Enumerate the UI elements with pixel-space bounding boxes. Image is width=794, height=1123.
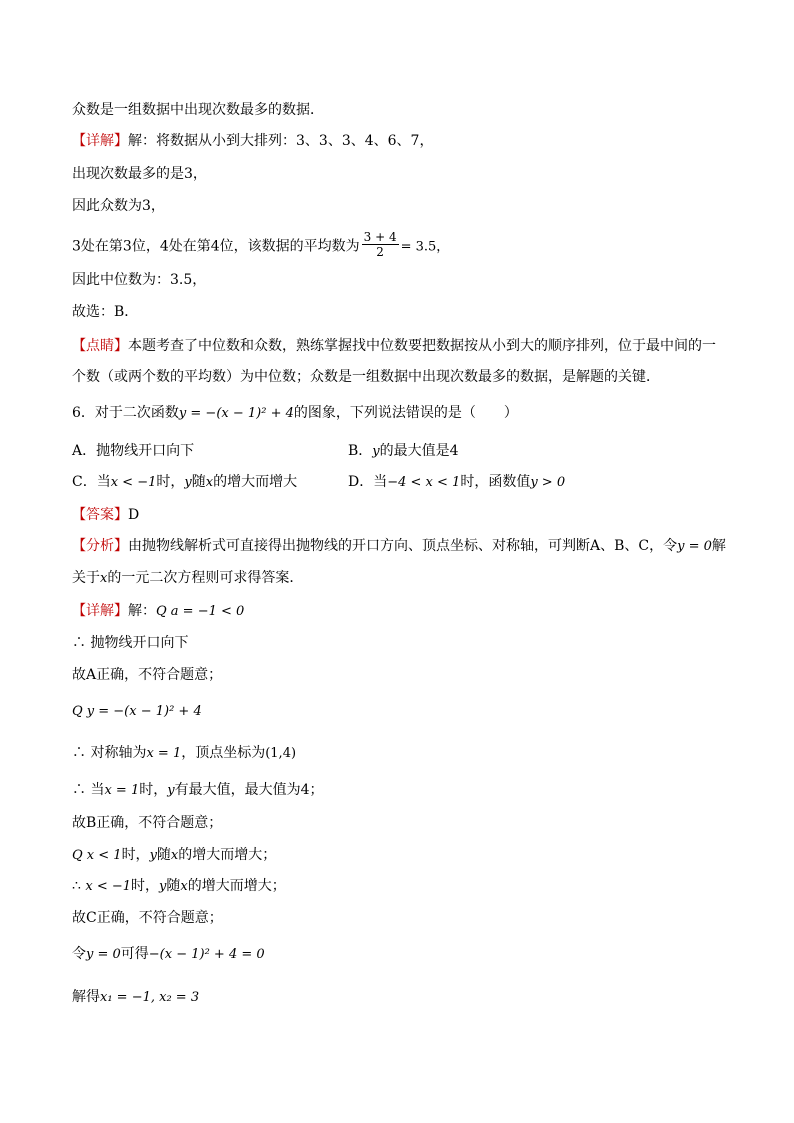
- text-line: 令y = 0可得−(x − 1)² + 4 = 0: [72, 946, 265, 962]
- text-line: 关于x的一元二次方程则可求得答案．: [72, 570, 304, 586]
- tag-label: 【详解】: [72, 133, 128, 149]
- text-line: ∴ 对称轴为x = 1，顶点坐标为(1,4): [72, 745, 297, 761]
- text-line: 3处在第3位，4处在第4位，该数据的平均数为 $\frac{3 + 4}{2}$ = 3.5，: [72, 230, 450, 259]
- fraction: $\frac{3 + 4}{2}$: [363, 230, 397, 259]
- analysis-line: 【分析】由抛物线解析式可直接得出抛物线的开口方向、顶点坐标、对称轴，可判断A、B、C，令y = 0解: [72, 538, 726, 554]
- text-line: ∴ 当x = 1时，y有最大值，最大值为4；: [72, 782, 324, 798]
- text-line: 【详解】解：Q a = −1 < 0: [72, 603, 245, 619]
- answer-line: 【答案】D: [72, 507, 140, 523]
- text-line: 故A正确，不符合题意；: [72, 667, 223, 683]
- text-line: Q x < 1时，y随x的增大而增大；: [72, 847, 277, 863]
- text-line: 故选：B．: [72, 304, 139, 320]
- text-line: 【点睛】本题考查了中位数和众数，熟练掌握找中位数要把数据按从小到大的顺序排列，位于最中间的一: [72, 338, 716, 354]
- text-line: 个数（或两个数的平均数）为中位数；众数是一组数据中出现次数最多的数据，是解题的关键．: [72, 369, 660, 385]
- tag-label: 【点睛】: [72, 338, 128, 354]
- text-line: ∴ 抛物线开口向下: [72, 635, 189, 651]
- text-line: 故C正确，不符合题意；: [72, 910, 223, 926]
- text-line: 因此中位数为：3.5，: [72, 272, 207, 288]
- option-d: D．当−4 < x < 1时，函数值y > 0: [348, 474, 566, 490]
- text-line: 【详解】解：将数据从小到大排列：3、3、3、4、6、7，: [72, 133, 434, 149]
- option-b: B．y的最大值是4: [348, 443, 459, 459]
- text-line: ∴ x < −1时，y随x的增大而增大；: [72, 878, 286, 894]
- text-line: 众数是一组数据中出现次数最多的数据．: [72, 102, 324, 118]
- option-c: C．当x < −1时，y随x的增大而增大: [72, 474, 298, 490]
- text-line: Q y = −(x − 1)² + 4: [72, 704, 202, 719]
- question-6: 6．对于二次函数y = −(x − 1)² + 4的图象，下列说法错误的是（ ）: [72, 405, 518, 421]
- text-line: 故B正确，不符合题意；: [72, 815, 223, 831]
- text-line: 解得x₁ = −1, x₂ = 3: [72, 989, 200, 1005]
- tag-label: 【详解】: [72, 603, 128, 619]
- tag-label: 【分析】: [72, 538, 128, 554]
- option-a: A．抛物线开口向下: [72, 443, 195, 459]
- tag-label: 【答案】: [72, 507, 128, 523]
- text-line: 因此众数为3，: [72, 198, 165, 214]
- text-line: 出现次数最多的是3，: [72, 166, 207, 182]
